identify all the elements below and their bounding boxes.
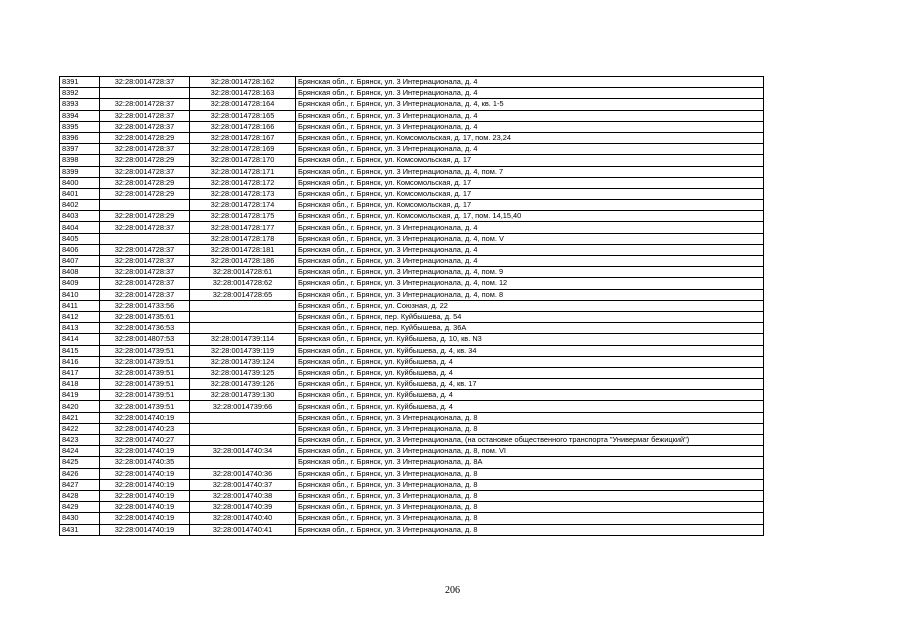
table-row <box>60 311 764 322</box>
cadastral-number-cell: 32:28:0014740:19 <box>100 446 190 457</box>
table-row <box>60 278 764 289</box>
cadastral-number-cell: 32:28:0014740:23 <box>100 423 190 434</box>
table-row <box>60 334 764 345</box>
address-cell: Брянская обл., г. Брянск, пер. Куйбышева, д. 54 <box>296 311 764 322</box>
object-number-cell: 32:28:0014728:175 <box>190 211 296 222</box>
cadastral-number-cell <box>100 200 190 211</box>
address-cell: Брянская обл., г. Брянск, ул. 3 Интернационала, д. 8 <box>296 513 764 524</box>
table-row <box>60 77 764 88</box>
cadastral-number-cell: 32:28:0014728:37 <box>100 110 190 121</box>
table-row <box>60 99 764 110</box>
object-number-cell: 32:28:0014728:178 <box>190 233 296 244</box>
row-number-cell: 8398 <box>60 155 100 166</box>
object-number-cell: 32:28:0014740:41 <box>190 524 296 535</box>
cadastral-number-cell: 32:28:0014728:37 <box>100 99 190 110</box>
row-number-cell: 8404 <box>60 222 100 233</box>
row-number-cell: 8430 <box>60 513 100 524</box>
object-number-cell <box>190 412 296 423</box>
cadastral-number-cell <box>100 88 190 99</box>
row-number-cell: 8411 <box>60 300 100 311</box>
object-number-cell: 32:28:0014728:173 <box>190 188 296 199</box>
address-cell: Брянская обл., г. Брянск, ул. 3 Интернационала, д. 8 <box>296 490 764 501</box>
row-number-cell: 8431 <box>60 524 100 535</box>
row-number-cell: 8409 <box>60 278 100 289</box>
object-number-cell: 32:28:0014739:124 <box>190 356 296 367</box>
row-number-cell: 8401 <box>60 188 100 199</box>
table-row <box>60 367 764 378</box>
address-cell: Брянская обл., г. Брянск, ул. Куйбышева, д. 4 <box>296 401 764 412</box>
row-number-cell: 8408 <box>60 267 100 278</box>
object-number-cell: 32:28:0014728:163 <box>190 88 296 99</box>
object-number-cell: 32:28:0014739:66 <box>190 401 296 412</box>
row-number-cell: 8391 <box>60 77 100 88</box>
object-number-cell <box>190 435 296 446</box>
object-number-cell: 32:28:0014728:61 <box>190 267 296 278</box>
address-cell: Брянская обл., г. Брянск, ул. 3 Интернационала, (на остановке общественного транспорта "Универмаг бежицкий") <box>296 435 764 446</box>
object-number-cell: 32:28:0014728:65 <box>190 289 296 300</box>
table-row <box>60 211 764 222</box>
address-cell: Брянская обл., г. Брянск, ул. 3 Интернационала, д. 4, пом. V <box>296 233 764 244</box>
row-number-cell: 8415 <box>60 345 100 356</box>
cadastral-number-cell: 32:28:0014728:29 <box>100 188 190 199</box>
table-row <box>60 188 764 199</box>
row-number-cell: 8428 <box>60 490 100 501</box>
row-number-cell: 8418 <box>60 379 100 390</box>
cadastral-number-cell: 32:28:0014728:29 <box>100 177 190 188</box>
row-number-cell: 8410 <box>60 289 100 300</box>
table-row <box>60 446 764 457</box>
table-row <box>60 144 764 155</box>
cadastral-number-cell: 32:28:0014728:37 <box>100 278 190 289</box>
row-number-cell: 8417 <box>60 367 100 378</box>
cadastral-number-cell: 32:28:0014728:29 <box>100 155 190 166</box>
table-row <box>60 323 764 334</box>
table-row <box>60 200 764 211</box>
address-cell: Брянская обл., г. Брянск, ул. 3 Интернационала, д. 8 <box>296 502 764 513</box>
address-cell: Брянская обл., г. Брянск, ул. Комсомольская, д. 17, пом. 23,24 <box>296 132 764 143</box>
address-cell: Брянская обл., г. Брянск, ул. Куйбышева, д. 4, кв. 17 <box>296 379 764 390</box>
cadastral-number-cell: 32:28:0014739:51 <box>100 356 190 367</box>
address-cell: Брянская обл., г. Брянск, ул. 3 Интернационала, д. 4, пом. 12 <box>296 278 764 289</box>
cadastral-number-cell: 32:28:0014739:51 <box>100 345 190 356</box>
register-table <box>59 76 764 536</box>
cadastral-number-cell: 32:28:0014740:19 <box>100 490 190 501</box>
row-number-cell: 8396 <box>60 132 100 143</box>
cadastral-number-cell: 32:28:0014728:37 <box>100 222 190 233</box>
address-cell: Брянская обл., г. Брянск, ул. 3 Интернационала, д. 4 <box>296 244 764 255</box>
address-cell: Брянская обл., г. Брянск, ул. 3 Интернационала, д. 8 <box>296 479 764 490</box>
row-number-cell: 8425 <box>60 457 100 468</box>
row-number-cell: 8427 <box>60 479 100 490</box>
row-number-cell: 8407 <box>60 256 100 267</box>
table-row <box>60 479 764 490</box>
table-row <box>60 177 764 188</box>
table-row <box>60 289 764 300</box>
object-number-cell: 32:28:0014728:186 <box>190 256 296 267</box>
address-cell: Брянская обл., г. Брянск, ул. 3 Интернационала, д. 4, кв. 1-5 <box>296 99 764 110</box>
address-cell: Брянская обл., г. Брянск, ул. 3 Интернационала, д. 8 <box>296 423 764 434</box>
table-row <box>60 244 764 255</box>
address-cell: Брянская обл., г. Брянск, ул. Комсомольская, д. 17 <box>296 155 764 166</box>
object-number-cell <box>190 457 296 468</box>
register-table-body <box>60 77 764 536</box>
cadastral-number-cell: 32:28:0014728:29 <box>100 132 190 143</box>
row-number-cell: 8426 <box>60 468 100 479</box>
object-number-cell: 32:28:0014728:165 <box>190 110 296 121</box>
address-cell: Брянская обл., г. Брянск, пер. Куйбышева, д. 36А <box>296 323 764 334</box>
table-row <box>60 300 764 311</box>
cadastral-number-cell: 32:28:0014728:37 <box>100 77 190 88</box>
table-row <box>60 502 764 513</box>
row-number-cell: 8395 <box>60 121 100 132</box>
address-cell: Брянская обл., г. Брянск, ул. Куйбышева, д. 10, кв. N3 <box>296 334 764 345</box>
cadastral-number-cell: 32:28:0014736:53 <box>100 323 190 334</box>
object-number-cell: 32:28:0014740:36 <box>190 468 296 479</box>
row-number-cell: 8420 <box>60 401 100 412</box>
row-number-cell: 8403 <box>60 211 100 222</box>
row-number-cell: 8423 <box>60 435 100 446</box>
cadastral-number-cell: 32:28:0014740:19 <box>100 468 190 479</box>
address-cell: Брянская обл., г. Брянск, ул. 3 Интернационала, д. 4, пом. 8 <box>296 289 764 300</box>
object-number-cell: 32:28:0014740:40 <box>190 513 296 524</box>
address-cell: Брянская обл., г. Брянск, ул. 3 Интернационала, д. 4 <box>296 88 764 99</box>
row-number-cell: 8392 <box>60 88 100 99</box>
object-number-cell <box>190 423 296 434</box>
object-number-cell: 32:28:0014728:162 <box>190 77 296 88</box>
table-row <box>60 233 764 244</box>
cadastral-number-cell: 32:28:0014735:61 <box>100 311 190 322</box>
cadastral-number-cell: 32:28:0014740:19 <box>100 479 190 490</box>
table-row <box>60 423 764 434</box>
object-number-cell <box>190 300 296 311</box>
object-number-cell: 32:28:0014728:169 <box>190 144 296 155</box>
row-number-cell: 8429 <box>60 502 100 513</box>
table-row <box>60 490 764 501</box>
table-row <box>60 412 764 423</box>
object-number-cell: 32:28:0014728:167 <box>190 132 296 143</box>
cadastral-number-cell: 32:28:0014728:37 <box>100 289 190 300</box>
row-number-cell: 8414 <box>60 334 100 345</box>
row-number-cell: 8400 <box>60 177 100 188</box>
address-cell: Брянская обл., г. Брянск, ул. 3 Интернационала, д. 4 <box>296 256 764 267</box>
address-cell: Брянская обл., г. Брянск, ул. Комсомольская, д. 17, пом. 14,15,40 <box>296 211 764 222</box>
table-row <box>60 524 764 535</box>
table-row <box>60 110 764 121</box>
object-number-cell <box>190 323 296 334</box>
cadastral-number-cell: 32:28:0014739:51 <box>100 401 190 412</box>
address-cell: Брянская обл., г. Брянск, ул. Куйбышева, д. 4 <box>296 390 764 401</box>
cadastral-number-cell: 32:28:0014740:19 <box>100 524 190 535</box>
address-cell: Брянская обл., г. Брянск, ул. 3 Интернационала, д. 4 <box>296 222 764 233</box>
object-number-cell: 32:28:0014728:62 <box>190 278 296 289</box>
table-row <box>60 155 764 166</box>
address-cell: Брянская обл., г. Брянск, ул. 3 Интернационала, д. 8 <box>296 412 764 423</box>
object-number-cell: 32:28:0014728:170 <box>190 155 296 166</box>
row-number-cell: 8399 <box>60 166 100 177</box>
cadastral-number-cell: 32:28:0014740:19 <box>100 513 190 524</box>
cadastral-number-cell: 32:28:0014740:27 <box>100 435 190 446</box>
object-number-cell <box>190 311 296 322</box>
cadastral-number-cell: 32:28:0014739:51 <box>100 379 190 390</box>
row-number-cell: 8393 <box>60 99 100 110</box>
cadastral-number-cell: 32:28:0014807:53 <box>100 334 190 345</box>
address-cell: Брянская обл., г. Брянск, ул. Куйбышева, д. 4 <box>296 356 764 367</box>
cadastral-number-cell: 32:28:0014728:37 <box>100 267 190 278</box>
row-number-cell: 8422 <box>60 423 100 434</box>
table-row <box>60 379 764 390</box>
page-number: 206 <box>445 585 460 596</box>
address-cell: Брянская обл., г. Брянск, ул. 3 Интернационала, д. 4 <box>296 110 764 121</box>
object-number-cell: 32:28:0014728:181 <box>190 244 296 255</box>
object-number-cell: 32:28:0014739:130 <box>190 390 296 401</box>
address-cell: Брянская обл., г. Брянск, ул. 3 Интернационала, д. 4 <box>296 144 764 155</box>
cadastral-number-cell: 32:28:0014728:37 <box>100 166 190 177</box>
cadastral-number-cell: 32:28:0014740:19 <box>100 412 190 423</box>
table-row <box>60 121 764 132</box>
table-row <box>60 88 764 99</box>
cadastral-number-cell: 32:28:0014740:35 <box>100 457 190 468</box>
row-number-cell: 8412 <box>60 311 100 322</box>
table-row <box>60 166 764 177</box>
object-number-cell: 32:28:0014728:177 <box>190 222 296 233</box>
table-row <box>60 401 764 412</box>
object-number-cell: 32:28:0014740:37 <box>190 479 296 490</box>
table-row <box>60 345 764 356</box>
object-number-cell: 32:28:0014740:39 <box>190 502 296 513</box>
row-number-cell: 8406 <box>60 244 100 255</box>
object-number-cell: 32:28:0014739:125 <box>190 367 296 378</box>
cadastral-number-cell: 32:28:0014739:51 <box>100 367 190 378</box>
row-number-cell: 8421 <box>60 412 100 423</box>
row-number-cell: 8394 <box>60 110 100 121</box>
object-number-cell: 32:28:0014728:166 <box>190 121 296 132</box>
object-number-cell: 32:28:0014740:38 <box>190 490 296 501</box>
address-cell: Брянская обл., г. Брянск, ул. Комсомольская, д. 17 <box>296 177 764 188</box>
cadastral-number-cell: 32:28:0014733:56 <box>100 300 190 311</box>
table-row <box>60 356 764 367</box>
address-cell: Брянская обл., г. Брянск, ул. 3 Интернационала, д. 8А <box>296 457 764 468</box>
row-number-cell: 8424 <box>60 446 100 457</box>
cadastral-number-cell: 32:28:0014728:37 <box>100 256 190 267</box>
object-number-cell: 32:28:0014728:171 <box>190 166 296 177</box>
address-cell: Брянская обл., г. Брянск, ул. Куйбышева, д. 4 <box>296 367 764 378</box>
row-number-cell: 8402 <box>60 200 100 211</box>
row-number-cell: 8419 <box>60 390 100 401</box>
object-number-cell: 32:28:0014740:34 <box>190 446 296 457</box>
cadastral-number-cell: 32:28:0014728:29 <box>100 211 190 222</box>
table-row <box>60 256 764 267</box>
object-number-cell: 32:28:0014739:114 <box>190 334 296 345</box>
cadastral-number-cell: 32:28:0014740:19 <box>100 502 190 513</box>
object-number-cell: 32:28:0014728:172 <box>190 177 296 188</box>
address-cell: Брянская обл., г. Брянск, ул. 3 Интернационала, д. 4, пом. 9 <box>296 267 764 278</box>
cadastral-number-cell: 32:28:0014728:37 <box>100 244 190 255</box>
table-row <box>60 457 764 468</box>
address-cell: Брянская обл., г. Брянск, ул. Комсомольская, д. 17 <box>296 188 764 199</box>
cadastral-number-cell: 32:28:0014728:37 <box>100 144 190 155</box>
address-cell: Брянская обл., г. Брянск, ул. 3 Интернационала, д. 4 <box>296 121 764 132</box>
table-row <box>60 468 764 479</box>
table-row <box>60 435 764 446</box>
table-row <box>60 267 764 278</box>
address-cell: Брянская обл., г. Брянск, ул. Куйбышева, д. 4, кв. 34 <box>296 345 764 356</box>
cadastral-number-cell <box>100 233 190 244</box>
address-cell: Брянская обл., г. Брянск, ул. 3 Интернационала, д. 4, пом. 7 <box>296 166 764 177</box>
object-number-cell: 32:28:0014739:126 <box>190 379 296 390</box>
address-cell: Брянская обл., г. Брянск, ул. Союзная, д. 22 <box>296 300 764 311</box>
address-cell: Брянская обл., г. Брянск, ул. 3 Интернационала, д. 8 <box>296 524 764 535</box>
table-row <box>60 222 764 233</box>
row-number-cell: 8397 <box>60 144 100 155</box>
object-number-cell: 32:28:0014728:174 <box>190 200 296 211</box>
table-row <box>60 390 764 401</box>
cadastral-number-cell: 32:28:0014728:37 <box>100 121 190 132</box>
object-number-cell: 32:28:0014728:164 <box>190 99 296 110</box>
address-cell: Брянская обл., г. Брянск, ул. Комсомольская, д. 17 <box>296 200 764 211</box>
table-row <box>60 132 764 143</box>
table-row <box>60 513 764 524</box>
cadastral-number-cell: 32:28:0014739:51 <box>100 390 190 401</box>
row-number-cell: 8416 <box>60 356 100 367</box>
address-cell: Брянская обл., г. Брянск, ул. 3 Интернационала, д. 4 <box>296 77 764 88</box>
address-cell: Брянская обл., г. Брянск, ул. 3 Интернационала, д. 8 <box>296 468 764 479</box>
object-number-cell: 32:28:0014739:119 <box>190 345 296 356</box>
row-number-cell: 8405 <box>60 233 100 244</box>
address-cell: Брянская обл., г. Брянск, ул. 3 Интернационала, д. 8, пом. VI <box>296 446 764 457</box>
row-number-cell: 8413 <box>60 323 100 334</box>
